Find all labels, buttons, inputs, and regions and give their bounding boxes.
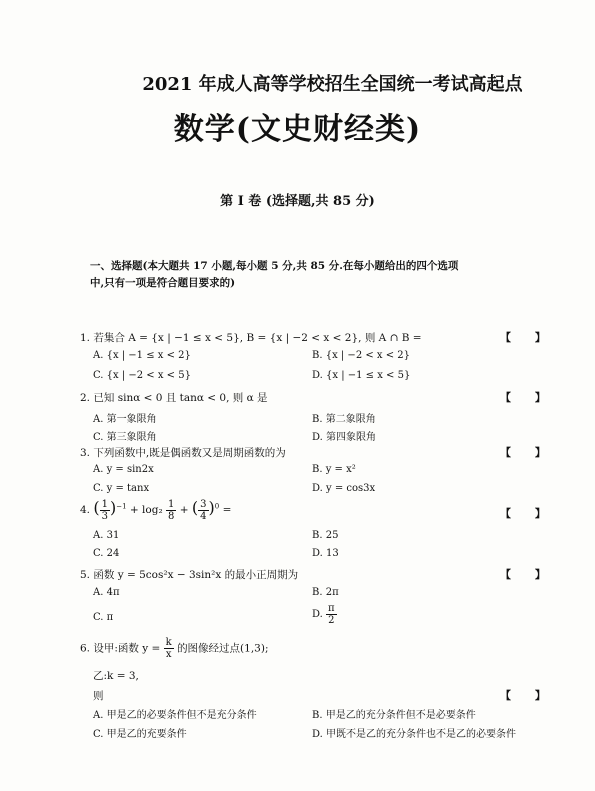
q4-fraction-2 [166, 499, 176, 522]
q3-option-a[interactable]: A. y = sin2x [93, 464, 154, 475]
q2-option-c[interactable]: C. 第三象限角 [93, 432, 157, 443]
q3-option-d[interactable]: D. y = cos3x [312, 483, 376, 494]
q5-option-d[interactable] [312, 603, 337, 626]
q5-option-a[interactable]: A. 4π [93, 587, 120, 598]
q5-option-d-label: D. [312, 609, 323, 620]
q1-option-d[interactable]: D. {x | −1 ≤ x < 5} [312, 370, 411, 381]
q4-f1-numerator: 1 [101, 498, 108, 510]
q4-exponent-2: 0 [214, 502, 220, 511]
question-2-stem: 2. 已知 sinα < 0 且 tanα < 0, 则 α 是 [80, 392, 268, 404]
q5-option-d-fraction [326, 603, 337, 626]
q6-option-c[interactable]: C. 甲是乙的充要条件 [93, 729, 187, 740]
q5-option-b[interactable]: B. 2π [312, 587, 339, 598]
q6-condition-yi: 乙:k = 3, [93, 670, 139, 682]
q4-option-c[interactable]: C. 24 [93, 548, 120, 559]
question-1-stem: 1. 若集合 A = {x | −1 ≤ x < 5}, B = {x | −2 < x < 2}, 则 A ∩ B = [80, 332, 422, 344]
q6-option-b[interactable]: B. 甲是乙的充分条件但不是必要条件 [312, 710, 476, 721]
q4-exponent-1: −1 [116, 502, 127, 511]
q6-denominator: x [165, 649, 172, 660]
q4-option-a[interactable]: A. 31 [93, 530, 120, 541]
q4-option-b[interactable]: B. 25 [312, 530, 339, 541]
q4-f2-numerator: 1 [168, 498, 175, 510]
q4-right-paren-2: ) [208, 498, 215, 517]
exam-title: 2021 年成人高等学校招生全国统一考试高起点 [142, 74, 523, 95]
volume-heading: 第 Ⅰ 卷 (选择题,共 85 分) [220, 194, 375, 209]
question-4-stem: 4. ( $\frac{1}{3}$ )$^{-1}$ + log₂ $\frac{1}{8}$ + ( $\frac{3}{4}$ )$^0$ = [80, 498, 232, 522]
q3-option-c[interactable]: C. y = tanx [93, 483, 150, 494]
q6-fraction [164, 637, 174, 660]
q6-stem-prefix: 6. 设甲:函数 y = [80, 642, 161, 655]
answer-bracket-6[interactable]: 【 】 [500, 689, 556, 702]
q6-numerator: k [165, 637, 172, 648]
q4-f1-denominator: 3 [101, 510, 108, 522]
q1-option-b[interactable]: B. {x | −2 < x < 2} [312, 350, 411, 361]
q2-option-d[interactable]: D. 第四象限角 [312, 432, 377, 443]
answer-bracket-5[interactable]: 【 】 [500, 568, 556, 581]
q4-fraction-3 [198, 499, 208, 522]
q2-option-b[interactable]: B. 第二象限角 [312, 414, 376, 425]
answer-bracket-1[interactable]: 【 】 [500, 331, 556, 344]
question-3-stem: 3. 下列函数中,既是偶函数又是周期函数的为 [80, 447, 286, 459]
exam-subject: 数学(文史财经类) [173, 112, 422, 147]
q4-f3-denominator: 4 [200, 510, 207, 522]
q4-option-d[interactable]: D. 13 [312, 548, 339, 559]
q4-equals: = [222, 504, 232, 516]
question-6-stem [80, 637, 269, 660]
q6-option-d[interactable]: D. 甲既不是乙的充分条件也不是乙的必要条件 [312, 729, 517, 740]
q2-option-a[interactable]: A. 第一象限角 [93, 414, 157, 425]
q4-fraction-1 [100, 499, 110, 522]
q4-number: 4. [80, 504, 91, 516]
q6-option-a[interactable]: A. 甲是乙的必要条件但不是充分条件 [93, 710, 257, 721]
q4-f3-numerator: 3 [200, 498, 207, 510]
q4-right-paren: ) [110, 498, 117, 517]
q5-d-denominator: 2 [328, 615, 335, 626]
q4-f2-denominator: 8 [168, 510, 175, 522]
q1-option-a[interactable]: A. {x | −1 ≤ x < 2} [93, 350, 191, 361]
question-5-stem: 5. 函数 y = 5cos²x − 3sin²x 的最小正周期为 [80, 569, 299, 581]
q4-left-paren-2: ( [191, 498, 199, 517]
q5-d-numerator: π [328, 603, 335, 614]
answer-bracket-3[interactable]: 【 】 [500, 446, 556, 459]
section-heading: 一、选择题(本大题共 17 小题,每小题 5 分,共 85 分.在每小题给出的四个选项中,只有一项是符合题目要求的) [90, 260, 459, 289]
answer-bracket-2[interactable]: 【 】 [500, 391, 556, 404]
q1-option-c[interactable]: C. {x | −2 < x < 5} [93, 370, 191, 381]
q5-option-c[interactable]: C. π [93, 612, 114, 623]
q6-stem-suffix: 的图像经过点(1,3); [177, 642, 269, 655]
q6-then: 则 [93, 690, 104, 702]
answer-bracket-4[interactable]: 【 】 [500, 507, 556, 520]
q4-log: + log₂ [129, 504, 163, 516]
q4-left-paren: ( [93, 498, 100, 517]
q3-option-b[interactable]: B. y = x² [312, 464, 356, 475]
